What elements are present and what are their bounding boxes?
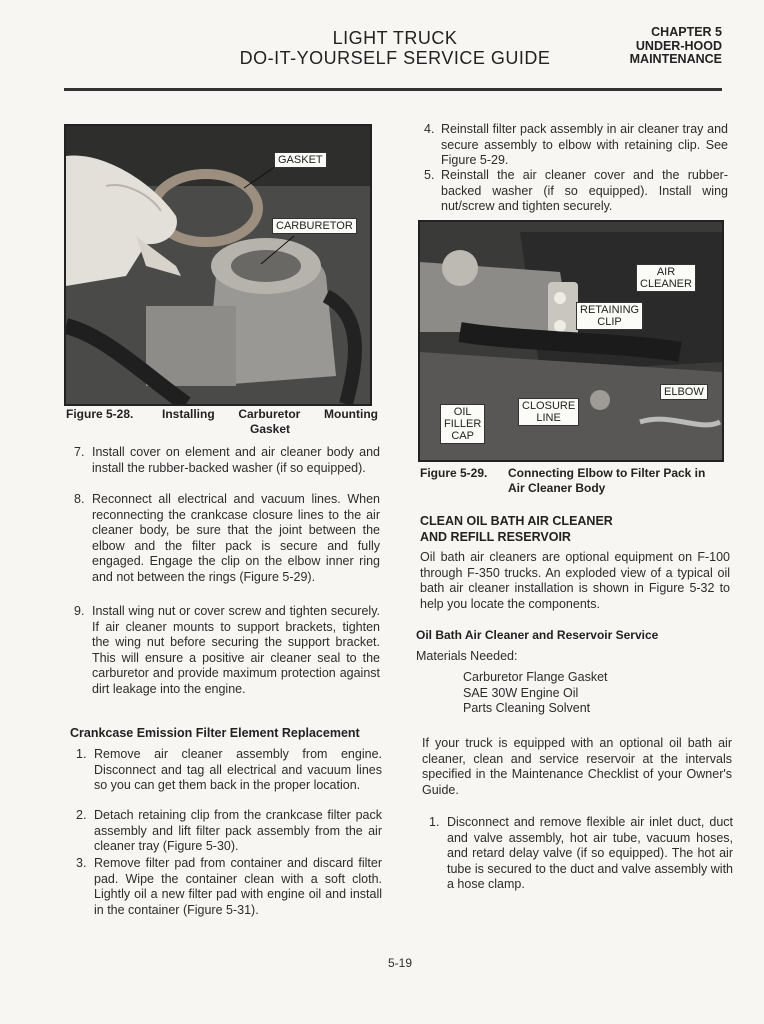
step-text: Disconnect and remove flexible air inlet duct, duct and valve assembly, hot air tube, vacuum hoses, and retard delay valve (if so equipped). The hot air tube is secured to the duct and valve assembly with a hose clamp. — [447, 815, 733, 891]
step-text: Remove filter pad from container and discard filter pad. Wipe the container clean with a soft cloth. Lightly oil a new filter pad with engine oil and install in the container (Figure 5-31). — [94, 856, 382, 917]
materials-list — [463, 670, 723, 717]
oil-bath-subheading: Oil Bath Air Cleaner and Reservoir Service — [416, 628, 659, 642]
step-text: Reinstall filter pack assembly in air cleaner tray and secure assembly to elbow with retaining clip. See Figure 5-29. — [441, 122, 728, 167]
step-text: Install cover on element and air cleaner body and install the rubber-backed washer (if so equipped). — [92, 445, 380, 475]
callout-retaining-clip: RETAINING CLIP — [576, 302, 643, 330]
title-line-1: LIGHT TRUCK — [332, 28, 458, 48]
step-number: 4. — [424, 122, 435, 136]
list-item: Parts Cleaning Solvent — [463, 701, 591, 715]
oil-bath-intro: Oil bath air cleaners are optional equipment on F-100 through F-350 trucks. An exploded view of a typical oil bath air cleaner installation is shown in Figure 5-32 to help you locate the components. — [420, 550, 730, 611]
step-number: 1. — [429, 815, 440, 829]
figure-5-29-photo — [418, 220, 724, 462]
step-number: 1. — [76, 747, 87, 761]
step-text: Reconnect all electrical and vacuum lines. When reconnecting the crankcase closure lines to the air cleaner body, be sure that the joint between the elbow and the filter pack is secure and fully engaged. Engage the clip on the elbow inner ring and not between the rings (Figure 5-29). — [92, 492, 380, 584]
callout-closure-line: CLOSURE LINE — [518, 398, 579, 426]
oil-bath-heading-line-2: AND REFILL RESERVOIR — [420, 530, 571, 544]
step-number: 5. — [424, 168, 435, 182]
callout-air-cleaner: AIR CLEANER — [636, 264, 696, 292]
chapter-line-3: MAINTENANCE — [629, 52, 722, 66]
callout-elbow: ELBOW — [660, 384, 708, 400]
step-text: Detach retaining clip from the crankcase filter pack assembly and lift filter pack assembly from the air cleaner tray (Figure 5-30). — [94, 808, 382, 853]
step-number: 9. — [74, 604, 85, 618]
step-text: Remove air cleaner assembly from engine. Disconnect and tag all electrical and vacuum lines so you can get them back in the proper location. — [94, 747, 382, 792]
header-rule — [64, 88, 722, 91]
caption-text: Installing Carburetor Mounting Gasket — [162, 407, 378, 436]
step-text: Install wing nut or cover screw and tighten securely. If air cleaner mounts to support brackets, tighten the wing nut before securing the support bracket. This will ensure a positive air cleaner seal to the carburetor and provide maximum protection against dirt leakage into the engine. — [92, 604, 380, 696]
oil-bath-paragraph: If your truck is equipped with an optional oil bath air cleaner, clean and service reservoir at the intervals specified in the Maintenance Checklist of your Owner's Guide. — [422, 736, 732, 797]
step-number: 3. — [76, 856, 87, 870]
caption-line-2: Air Cleaner Body — [508, 481, 606, 495]
callout-oil-filler-cap: OIL FILLER CAP — [440, 404, 485, 444]
step-number: 7. — [74, 445, 85, 459]
step-text: Reinstall the air cleaner cover and the rubber-backed washer (if so equipped). Install wing nut/screw and tighten securely. — [441, 168, 728, 213]
figure-5-28-photo — [64, 124, 372, 406]
step-number: 2. — [76, 808, 87, 822]
chapter-label — [600, 26, 722, 67]
caption-number: Figure 5-28. — [66, 407, 134, 421]
page-number: 5-19 — [387, 956, 413, 970]
title-line-2: DO-IT-YOURSELF SERVICE GUIDE — [239, 48, 551, 68]
chapter-line-1: CHAPTER 5 — [651, 25, 722, 39]
caption-line-1: Connecting Elbow to Filter Pack in — [508, 466, 706, 480]
list-item: Carburetor Flange Gasket — [463, 670, 608, 684]
materials-label: Materials Needed: — [416, 649, 518, 663]
crankcase-heading: Crankcase Emission Filter Element Replacement — [70, 726, 360, 740]
oil-bath-heading-line-1: CLEAN OIL BATH AIR CLEANER — [420, 514, 613, 528]
list-item: SAE 30W Engine Oil — [463, 685, 579, 700]
chapter-line-2: UNDER-HOOD — [635, 38, 722, 53]
page-title — [200, 28, 590, 68]
step-number: 8. — [74, 492, 85, 506]
callout-carburetor: CARBURETOR — [272, 218, 357, 234]
caption-number: Figure 5-29. — [420, 466, 488, 480]
callout-gasket: GASKET — [274, 152, 327, 168]
oil-bath-heading — [420, 513, 730, 545]
